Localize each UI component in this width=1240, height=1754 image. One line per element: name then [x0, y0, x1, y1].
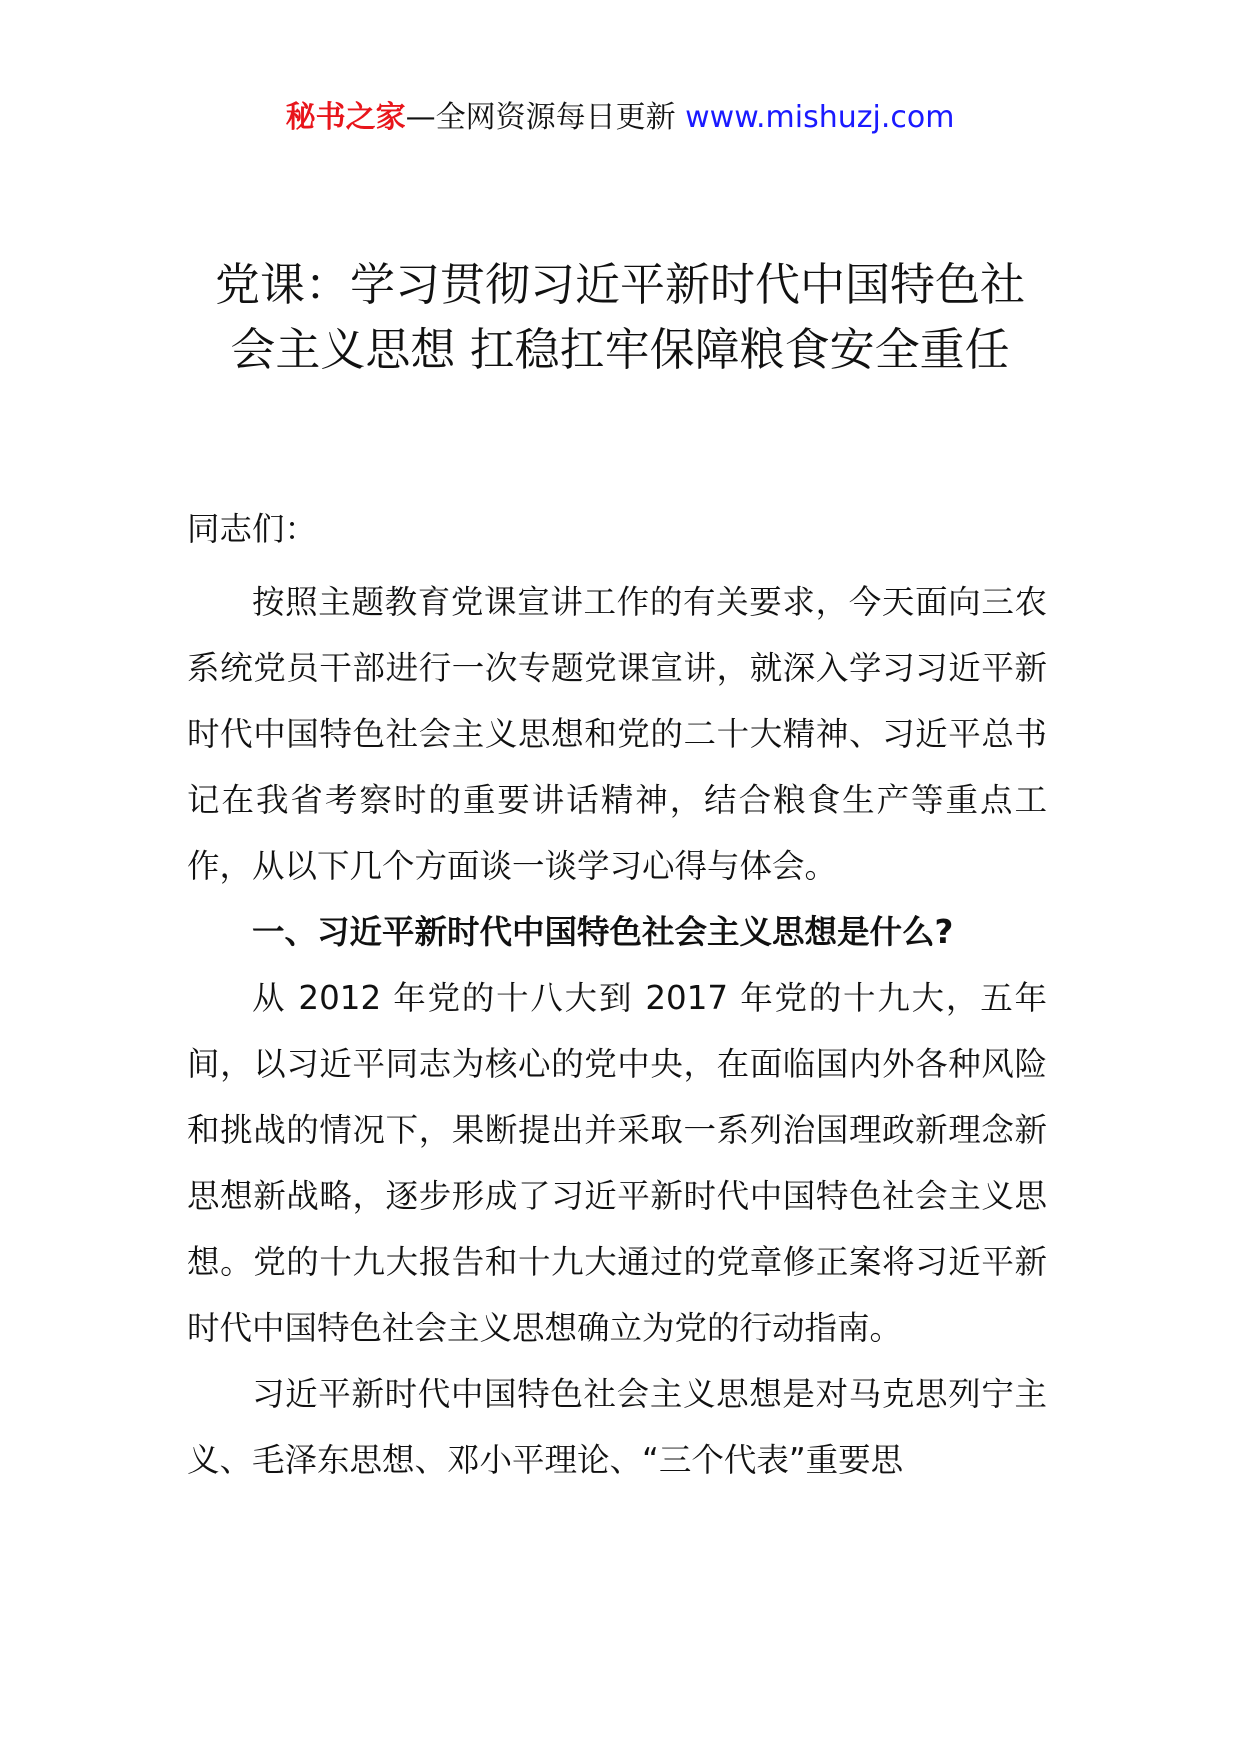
- title-line-1: 党课：学习贯彻习近平新时代中国特色社: [214, 258, 1025, 311]
- document-body: [187, 496, 1047, 1493]
- section-heading-1: 一、习近平新时代中国特色社会主义思想是什么?: [252, 913, 954, 951]
- site-url-link[interactable]: www.mishuzj.com: [685, 100, 955, 135]
- title-line-2: 会主义思想 扛稳扛牢保障粮食安全重任: [230, 323, 1010, 376]
- site-header: [0, 98, 1240, 138]
- brand-name: 秘书之家: [285, 100, 406, 135]
- paragraph-theory: 习近平新时代中国特色社会主义思想是对马克思列宁主义、毛泽东思想、邓小平理论、“三个代表”重要思: [187, 1375, 1047, 1479]
- header-slogan: —全网资源每日更新: [405, 100, 676, 135]
- paragraph-history: 从 2012 年党的十八大到 2017 年党的十九大，五年间，以习近平同志为核心的党中央，在面临国内外各种风险和挑战的情况下，果断提出并采取一系列治国理政新理念新思想新战略，逐步形成了习近平新时代中国特色社会主义思想。党的十九大报告和十九大通过的党章修正案将习近平新时代中国特色社会主义思想确立为党的行动指南。: [187, 979, 1047, 1347]
- salutation: 同志们：: [187, 510, 318, 548]
- document-title: [0, 252, 1240, 382]
- paragraph-intro: 按照主题教育党课宣讲工作的有关要求，今天面向三农系统党员干部进行一次专题党课宣讲，就深入学习习近平新时代中国特色社会主义思想和党的二十大精神、习近平总书记在我省考察时的重要讲话精神，结合粮食生产等重点工作，从以下几个方面谈一谈学习心得与体会。: [187, 583, 1047, 885]
